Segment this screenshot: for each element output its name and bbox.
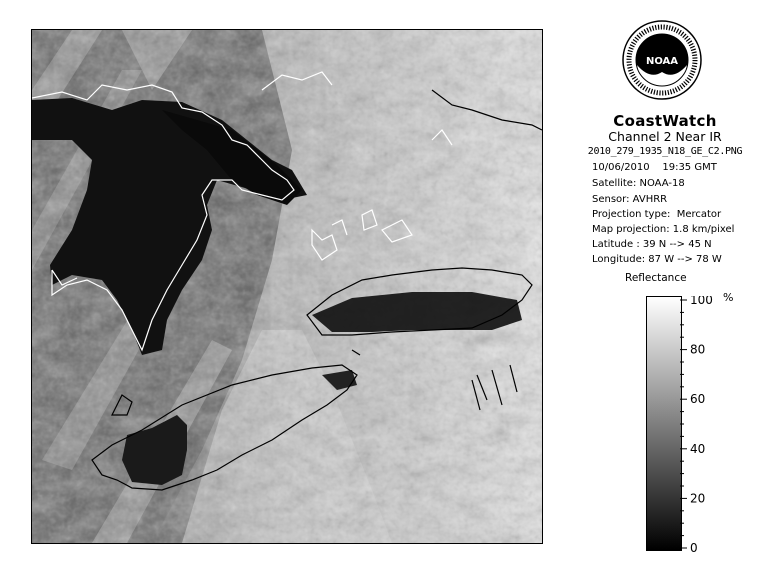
colorbar-title: Reflectance	[625, 272, 687, 284]
colorbar-tick-label: 20	[690, 491, 706, 506]
datetime-label: 10/06/2010 19:35 GMT	[592, 162, 717, 173]
colorbar-tick-label: 0	[690, 541, 698, 552]
brand-title: CoastWatch	[613, 112, 717, 130]
noaa-logo	[622, 20, 702, 100]
noaa-logo-text: NOAA	[645, 56, 679, 67]
map-projection-label: Map projection: 1.8 km/pixel	[592, 224, 735, 235]
colorbar-ticks	[680, 296, 740, 552]
map-graphic	[32, 30, 542, 543]
colorbar-tick-label: 40	[690, 441, 706, 456]
projection-type-label: Projection type: Mercator	[592, 209, 722, 220]
colorbar-tick-label: 100	[690, 296, 713, 307]
satellite-image-map	[31, 29, 543, 544]
longitude-label: Longitude: 87 W --> 78 W	[592, 254, 722, 265]
satellite-label: Satellite: NOAA-18	[592, 178, 685, 189]
colorbar-tick-label: 80	[690, 342, 706, 357]
channel-label: Channel 2 Near IR	[608, 129, 722, 144]
noaa-seal-icon	[622, 20, 702, 100]
colorbar-axis	[680, 296, 740, 552]
sensor-label: Sensor: AVHRR	[592, 194, 668, 205]
colorbar	[646, 296, 682, 551]
colorbar-tick-label: 60	[690, 392, 706, 407]
colorbar-unit: %	[723, 291, 734, 304]
filename-label: 2010_279_1935_N18_GE_C2.PNG	[587, 146, 743, 157]
latitude-label: Latitude : 39 N --> 45 N	[592, 239, 712, 250]
